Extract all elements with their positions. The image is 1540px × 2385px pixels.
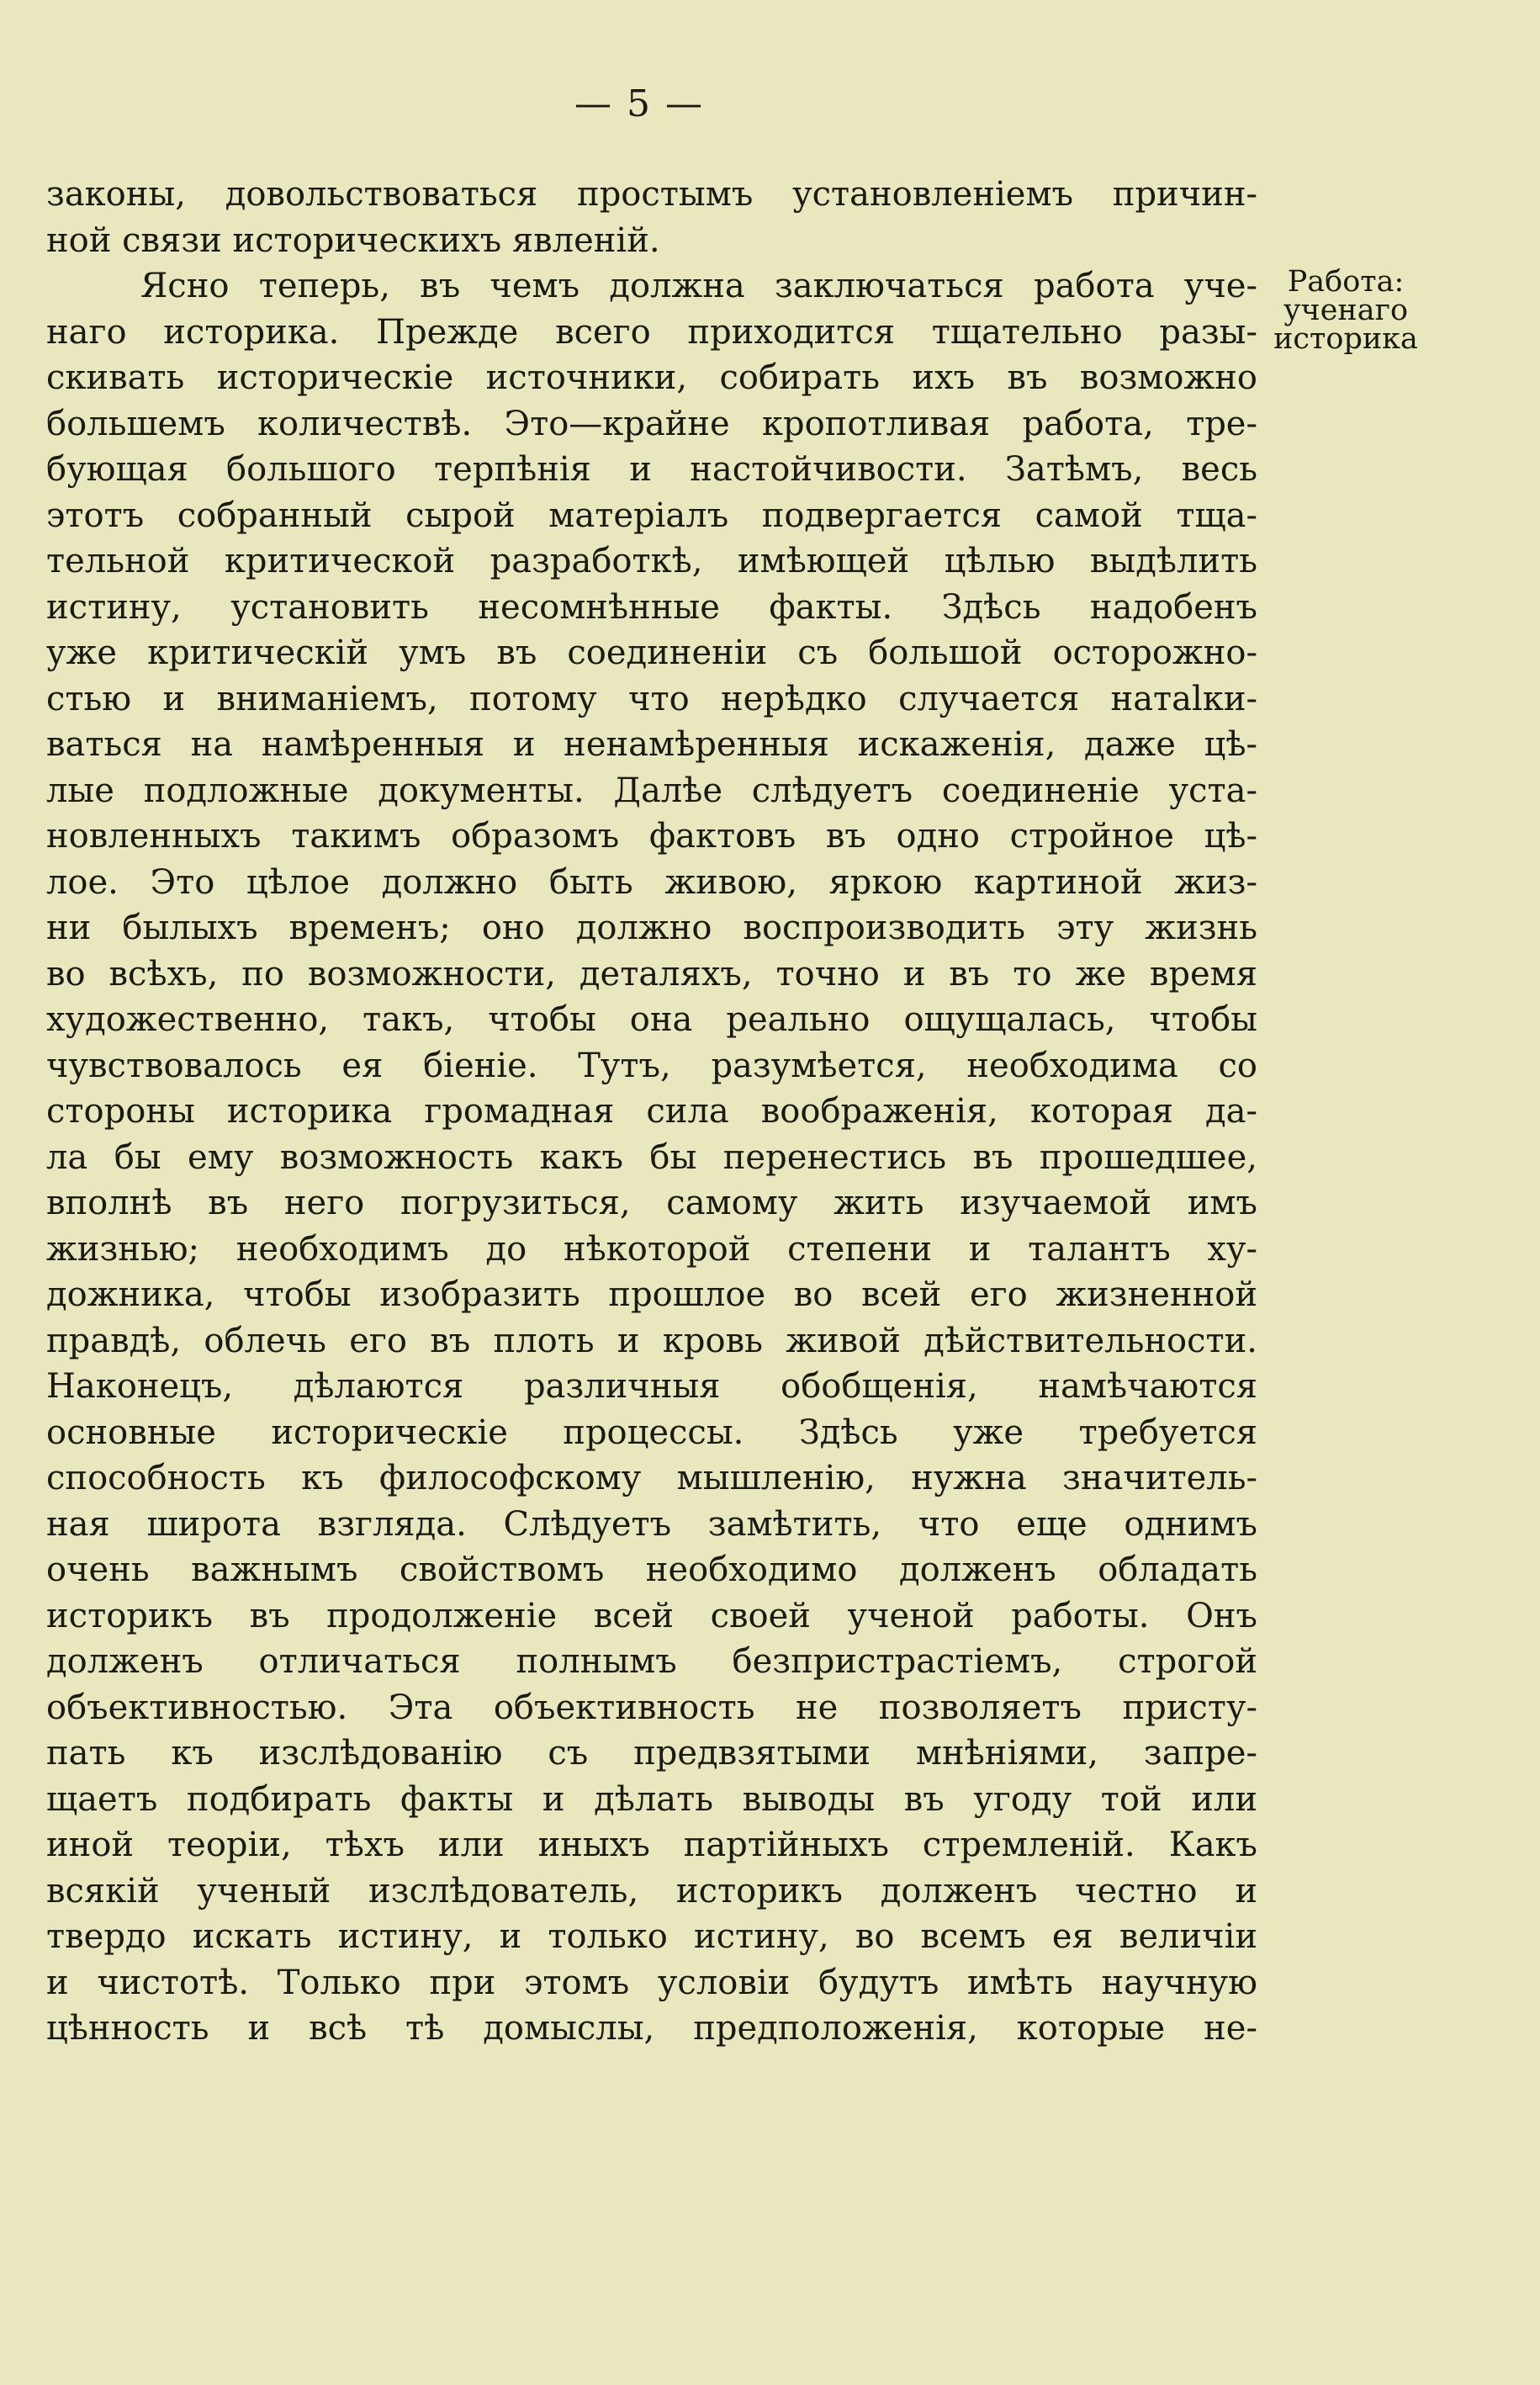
text-line: твердо искать истину, и только истину, во всемъ ея величіи — [46, 1917, 1257, 1956]
text-line: очень важнымъ свойствомъ необходимо долженъ обладать — [46, 1550, 1257, 1589]
text-line: цѣнность и всѣ тѣ домыслы, предположенія, которые не- — [46, 2009, 1257, 2048]
text-line: жизнью; необходимъ до нѣкоторой степени и талантъ ху- — [46, 1229, 1257, 1269]
text-line: объективностью. Эта объективность не позволяетъ присту- — [46, 1688, 1257, 1727]
text-line: во всѣхъ, по возможности, деталяхъ, точно и въ то же время — [46, 954, 1257, 994]
margin-note-line: историка — [1273, 322, 1418, 356]
text-line: вполнѣ въ него погрузиться, самому жить изучаемой имъ — [46, 1184, 1257, 1222]
page-number: — 5 — — [574, 82, 704, 125]
text-line: уже критическій умъ въ соединеніи съ большой осторожно- — [46, 633, 1257, 672]
text-line: долженъ отличаться полнымъ безпристрастіемъ, строгой — [46, 1642, 1257, 1681]
text-line: художественно, такъ, чтобы она реально ощущалась, чтобы — [46, 1000, 1257, 1039]
text-line: большемъ количествѣ. Это—крайне кропотливая работа, тре- — [46, 404, 1257, 443]
margin-note-line: Работа: — [1287, 265, 1405, 299]
text-line: иной теоріи, тѣхъ или иныхъ партійныхъ стремленій. Какъ — [46, 1826, 1257, 1864]
body-text — [46, 172, 1257, 2052]
text-line: правдѣ, облечь его въ плоть и кровь живой дѣйствительности. — [46, 1321, 1257, 1360]
text-line: всякій ученый изслѣдователь, историкъ долженъ честно и — [46, 1871, 1257, 1911]
text-line: истину, установить несомнѣнные факты. Здѣсь надобенъ — [46, 587, 1257, 627]
margin-note — [1262, 265, 1430, 356]
text-line: стью и вниманіемъ, потому что нерѣдко случается натalки- — [46, 679, 1257, 718]
text-line: чувствовалось ея біеніе. Тутъ, разумѣется, необходима со — [46, 1046, 1257, 1085]
text-line: скивать историческіе источники, собирать ихъ въ возможно — [46, 358, 1257, 397]
text-line: Наконецъ, дѣлаются различныя обобщенія, намѣчаются — [46, 1367, 1257, 1406]
text-line: ная широта взгляда. Слѣдуетъ замѣтить, что еще однимъ — [46, 1504, 1257, 1544]
text-line: историкъ въ продолженіе всей своей ученой работы. Онъ — [46, 1596, 1257, 1635]
text-line: щаетъ подбирать факты и дѣлать выводы въ угоду той или — [46, 1779, 1257, 1819]
text-line: лое. Это цѣлое должно быть живою, яркою картиной жиз- — [46, 862, 1257, 902]
text-line: ваться на намѣренныя и ненамѣренныя искаженія, даже цѣ- — [46, 725, 1257, 764]
text-line: основные историческіе процессы. Здѣсь уже требуется — [46, 1412, 1257, 1452]
text-line: новленныхъ такимъ образомъ фактовъ въ одно стройное цѣ- — [46, 817, 1257, 856]
text-line: и чистотѣ. Только при этомъ условіи будутъ имѣть научную — [46, 1963, 1257, 2002]
text-line: стороны историка громадная сила воображенія, которая да- — [46, 1092, 1257, 1131]
text-line: ни былыхъ временъ; оно должно воспроизводить эту жизнь — [46, 909, 1257, 947]
margin-note-line: ученаго — [1283, 294, 1409, 327]
text-line: способность къ философскому мышленію, нужна значитель- — [46, 1459, 1257, 1497]
text-line: наго историка. Прежде всего приходится тщательно разы- — [46, 312, 1257, 352]
text-line: Ясно теперь, въ чемъ должна заключаться работа уче- — [140, 267, 1257, 305]
text-line: ной связи историческихъ явленій. — [46, 220, 660, 260]
text-line: законы, довольствоваться простымъ установленіемъ причин- — [46, 175, 1257, 214]
text-line: этотъ собранный сырой матеріалъ подвергается самой тща- — [46, 496, 1257, 535]
text-line: тельной критической разработкѣ, имѣющей цѣлью выдѣлить — [46, 542, 1257, 580]
text-line: ла бы ему возможность какъ бы перенестись въ прошедшее, — [46, 1137, 1257, 1177]
text-line: бующая большого терпѣнія и настойчивости. Затѣмъ, весь — [46, 450, 1257, 489]
text-line: дожника, чтобы изобразить прошлое во всей его жизненной — [46, 1275, 1257, 1314]
text-line: пать къ изслѣдованію съ предвзятыми мнѣніями, запре- — [46, 1734, 1257, 1773]
text-line: лые подложные документы. Далѣе слѣдуетъ соединеніе уста- — [46, 771, 1257, 810]
